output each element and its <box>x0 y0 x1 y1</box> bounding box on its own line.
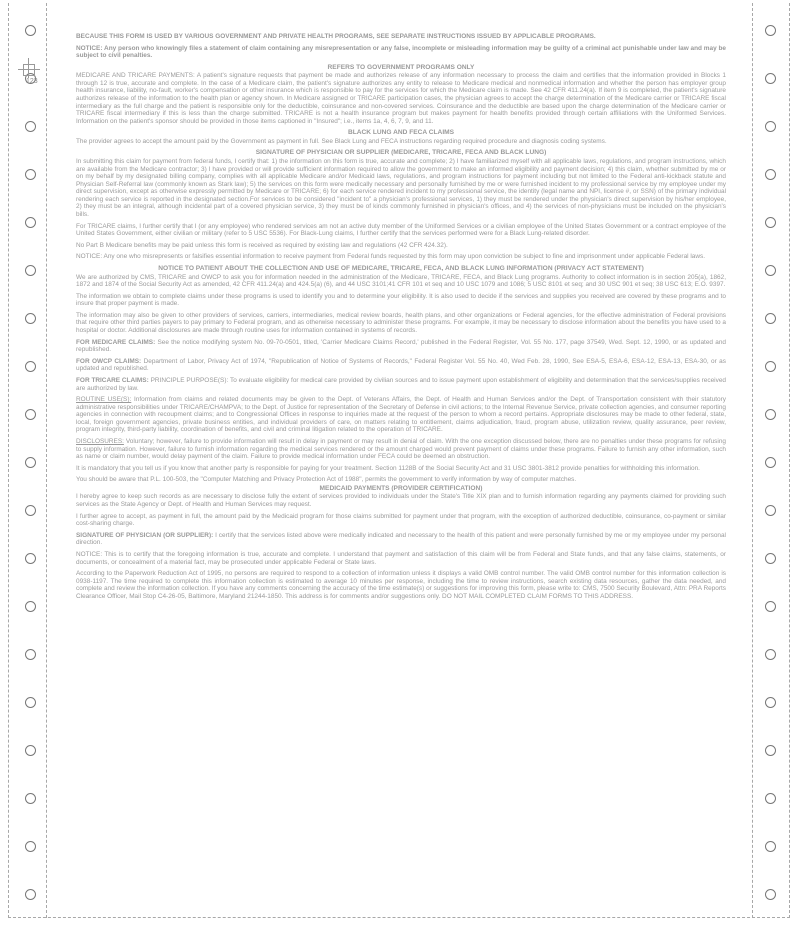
privacy-p2: The information we obtain to complete claims under these programs is used to identify you and to determine your eligibility. It is also used to decide if the services and supplies you received are covered by these programs and to insure that proper payment is made. <box>76 292 726 308</box>
routine-uses-label: ROUTINE USE(S): <box>76 396 132 404</box>
programs-notice: BECAUSE THIS FORM IS USED BY VARIOUS GOVERNMENT AND PRIVATE HEALTH PROGRAMS, SEE SEPARATE INSTRUCTIONS ISSUED BY APPLICABLE PROGRAMS. <box>76 33 596 40</box>
medicare-claims-paragraph <box>76 339 726 354</box>
tractor-holes-left <box>22 0 42 926</box>
computer-matching: You should be aware that P.L. 100-503, the "Computer Matching and Privacy Protection Act of 1988", permits the government to verify information by way of computer matches. <box>76 476 577 484</box>
tractor-hole <box>765 649 776 660</box>
medicaid-signature-label: SIGNATURE OF PHYSICIAN (OR SUPPLIER): <box>76 531 214 539</box>
form-back-text <box>76 33 726 605</box>
tractor-hole <box>25 697 36 708</box>
tractor-hole <box>25 25 36 36</box>
privacy-heading: NOTICE TO PATIENT ABOUT THE COLLECTION AND USE OF MEDICARE, TRICARE, FECA, AND BLACK LUNG INFORMATION (PRIVACY ACT STATEMENT) <box>158 264 644 272</box>
tractor-hole <box>25 889 36 900</box>
medicaid-p2: I further agree to accept, as payment in full, the amount paid by the Medicaid program for those claims submitted for payment under that program, with the exception of authorized deductible, coinsurance, co-payment or similar cost-sharing charge. <box>76 512 726 528</box>
registration-mark <box>18 52 40 86</box>
tractor-hole <box>765 361 776 372</box>
tractor-hole <box>765 841 776 852</box>
tractor-hole <box>25 745 36 756</box>
tractor-holes-right <box>762 0 782 926</box>
tractor-hole <box>25 457 36 468</box>
medicaid-signature-text: I certify that the services listed above were medically indicated and necessary to the health of this patient and were personally furnished by me or my employee under my personal direction. <box>76 531 726 547</box>
tractor-hole <box>25 649 36 660</box>
fraud-notice: NOTICE: Any person who knowingly files a statement of claim containing any misrepresentation or any false, incomplete or misleading information may be guilty of a criminal act punishable under law and may be subject to civil penalties. <box>76 44 726 60</box>
medicaid-heading: MEDICAID PAYMENTS (PROVIDER CERTIFICATION) <box>319 484 483 492</box>
medicaid-p1: I hereby agree to keep such records as are necessary to disclose fully the extent of services provided to individuals under the State's Title XIX plan and to furnish information regarding any payments claimed for providing such services as the State Agency or Dept. of Health and Human Services may request. <box>76 493 726 509</box>
tractor-hole <box>765 793 776 804</box>
tractor-hole <box>765 505 776 516</box>
tractor-hole <box>765 457 776 468</box>
tractor-hole <box>25 121 36 132</box>
signature-p4: NOTICE: Any one who misrepresents or falsifies essential information to receive payment from Federal funds requested by this form may upon conviction be subject to fine and imprisonment under applicable Federal laws. <box>76 253 706 261</box>
tractor-hole <box>765 121 776 132</box>
registration-number: 123 <box>26 78 38 85</box>
owcp-claims-paragraph <box>76 358 726 373</box>
tractor-hole <box>25 793 36 804</box>
signature-p2: For TRICARE claims, I further certify that I (or any employee) who rendered services am not an active duty member of the Uniformed Services or a civilian employee of the United States Government or a contract employee of the United States Government, either civilian or military (refer to 5 USC 5536). For Black-Lung claims, I further certify that the services performed were for a Black Lung-related disorder. <box>76 222 726 238</box>
tractor-hole <box>25 313 36 324</box>
tractor-hole <box>25 361 36 372</box>
mandatory-disclosure: It is mandatory that you tell us if you know that another party is responsible for paying for your treatment. Section 1128B of the Social Security Act and 31 USC 3801-3812 provide penalties for withholding this information. <box>76 464 700 472</box>
tractor-hole <box>765 409 776 420</box>
signature-p1: In submitting this claim for payment from federal funds, I certify that: 1) the information on this form is true, accurate and complete; 2) I have familiarized myself with all applicable laws, regulations, and program instructions, which are available from the Medicare contractor; 3) I have provided or will provide sufficient information required to allow the government to make an informed eligibility and payment decision; 4) this claim, whether submitted by me or on my behalf by my designated billing company, complies with all applicable Medicare and/or Medicaid laws, regulations, and program instructions for payment including but not limited to the Federal anti-kickback statute and Physician Self-Referral law (commonly known as Stark law); 5) the services on this form were medically necessary and personally furnished by me or were furnished incident to my professional service by my employee under my direct supervision, except as otherwise expressly permitted by Medicare or TRICARE; 6) for each service rendered incident to my professional service, the identity (legal name and NPI, license #, or SSN) of the primary individual rendering each service is reported in the designated section.For services to be considered "incident to" a physician's professional services, 1) they must be rendered under the physician's direct supervision by his/her employee, 2) they must be an integral, although incidental part of a covered physician service, 3) they must be of kinds commonly furnished in physician's offices, and 4) the services of non-physicians must be included on the physician's bills. <box>76 158 726 218</box>
tricare-claims-label: FOR TRICARE CLAIMS: <box>76 377 149 384</box>
signature-heading: SIGNATURE OF PHYSICIAN OR SUPPLIER (MEDICARE, TRICARE, FECA AND BLACK LUNG) <box>255 149 547 157</box>
tractor-hole <box>25 841 36 852</box>
routine-uses-paragraph <box>76 396 726 434</box>
tractor-hole <box>765 217 776 228</box>
tractor-hole <box>765 25 776 36</box>
paperwork-reduction: According to the Paperwork Reduction Act of 1995, no persons are required to respond to a collection of information unless it displays a valid OMB control number. The valid OMB control number for this information collection is 0938-1197. The time required to complete this information collection is estimated to average 10 minutes per response, including the time to review instructions, search existing data resources, gather the data needed, and complete and review the information collection. If you have any comments concerning the accuracy of the time estimate(s) or suggestions for improving this form, please write to: CMS, 7500 Security Boulevard, Attn: PRA Reports Clearance Officer, Mail Stop C4-26-05, Baltimore, Maryland 21244-1850. This address is for comments and/or suggestions only. DO NOT MAIL COMPLETED CLAIM FORMS TO THIS ADDRESS. <box>76 570 726 600</box>
disclosures-paragraph <box>76 438 726 461</box>
tractor-hole <box>25 409 36 420</box>
tractor-hole <box>25 601 36 612</box>
signature-p3: No Part B Medicare benefits may be paid unless this form is received as required by existing law and regulations (42 CFR 424.32). <box>76 241 448 249</box>
gov-programs-body: MEDICARE AND TRICARE PAYMENTS: A patient's signature requests that payment be made and authorizes release of any information necessary to process the claim and certifies that the information provided in Blocks 1 through 12 is true, accurate and complete. In the case of a Medicare claim, the patient's signature authorizes any entity to release to Medicare medical and nonmedical information and whether the person has employer group health insurance, liability, no-fault, worker's compensation or other insurance which is responsible to pay for the services for which the Medicare claim is made. See 42 CFR 411.24(a). If item 9 is completed, the patient's signature authorizes release of the information to the health plan or agency shown. In Medicare assigned or TRICARE participation cases, the physician agrees to accept the charge determination of the Medicare carrier or TRICARE fiscal intermediary as the full charge and the patient is responsible only for the deductible, coinsurance and non-covered services. Coinsurance and the deductible are based upon the charge determination of the Medicare carrier or TRICARE fiscal intermediary if this is less than the charge submitted. TRICARE is not a health insurance program but makes payment for health benefits provided through certain affiliations with the Uniformed Services. Information on the patient's sponsor should be provided in those items captioned in "Insured"; i.e., items 1a, 4, 6, 7, 9, and 11. <box>76 72 726 125</box>
tractor-hole <box>765 73 776 84</box>
tractor-hole <box>765 697 776 708</box>
tractor-hole <box>765 745 776 756</box>
tricare-claims-paragraph <box>76 377 726 392</box>
gov-programs-heading: REFERS TO GOVERNMENT PROGRAMS ONLY <box>327 63 475 71</box>
medicare-claims-label: FOR MEDICARE CLAIMS: <box>76 338 156 346</box>
perforation-left <box>46 3 47 918</box>
tricare-claims-text: PRINCIPLE PURPOSE(S): To evaluate eligibility for medical care provided by civilian sources and to issue payment upon establishment of eligibility and determination that the services/supplies received are authorized by law. <box>76 377 726 392</box>
tractor-hole <box>765 169 776 180</box>
tractor-hole <box>25 505 36 516</box>
perforation-right <box>752 3 753 918</box>
black-lung-heading: BLACK LUNG AND FECA CLAIMS <box>347 129 455 137</box>
routine-uses-text: Information from claims and related documents may be given to the Dept. of Veterans Affairs, the Dept. of Health and Human Services and/or the Dept. of Transportation consistent with their statutory administrative responsibilities under TRICARE/CHAMPVA; to the Dept. of Justice for representation of the Secretary of Defense in civil actions; to the Internal Revenue Service, private collection agencies, and consumer reporting agencies in connection with recoupment claims; and to Congressional Offices in response to inquiries made at the request of the person to whom a record pertains. Appropriate disclosures may be made to other federal, state, local, foreign government agencies, private business entities, and individual providers of care, on matters relating to entitlement, claims adjudication, fraud, program abuse, utilization review, quality assurance, peer review, program integrity, third-party liability, coordination of benefits, and civil and criminal litigation related to the operation of TRICARE. <box>76 396 726 434</box>
medicaid-notice: NOTICE: This is to certify that the foregoing information is true, accurate and complete. I understand that payment and satisfaction of this claim will be from Federal and State funds, and that any false claims, statements, or documents, or concealment of a material fact, may be prosecuted under applicable Federal or State laws. <box>76 551 726 566</box>
tractor-hole <box>25 217 36 228</box>
tractor-hole <box>765 553 776 564</box>
tractor-hole <box>25 265 36 276</box>
tractor-hole <box>765 601 776 612</box>
tractor-hole <box>765 889 776 900</box>
disclosures-label: DISCLOSURES: <box>76 438 124 446</box>
tractor-hole <box>25 553 36 564</box>
black-lung-body: The provider agrees to accept the amount paid by the Government as payment in full. See Black Lung and FECA instructions regarding required procedure and diagnosis coding systems. <box>76 137 607 145</box>
privacy-p1: We are authorized by CMS, TRICARE and OWCP to ask you for information needed in the administration of the Medicare, TRICARE, FECA, and Black Lung programs. Authority to collect information is in section 205(a), 1862, 1872 and 1874 of the Social Security Act as amended, 42 CFR 411.24(a) and 424.5(a) (6), and 44 USC 3101;41 CFR 101 et seq and 10 USC 1079 and 1086; 5 USC 8101 et seq; and 30 USC 901 et seq; 38 USC 613; E.O. 9397. <box>76 273 726 289</box>
tractor-hole <box>765 265 776 276</box>
tractor-hole <box>765 313 776 324</box>
privacy-p3: The information may also be given to other providers of services, carriers, intermediaries, medical review boards, health plans, and other organizations or Federal agencies, for the effective administration of Federal provisions that require other third parties payers to pay primary to Federal program, and as otherwise necessary to administer these programs. For example, it may be necessary to disclose information about the benefits you have used to a hospital or doctor. Additional disclosures are made through routine uses for information contained in systems of records. <box>76 311 726 334</box>
medicaid-signature-paragraph <box>76 532 726 547</box>
owcp-claims-text: Department of Labor, Privacy Act of 1974, "Republication of Notice of Systems of Records," Federal Register Vol. 55 No. 40, Wed Feb. 28, 1990, See ESA-5, ESA-6, ESA-12, ESA-13, ESA-30, or as updated and republished. <box>76 357 726 373</box>
tractor-hole <box>25 169 36 180</box>
medicare-claims-text: See the notice modifying system No. 09-70-0501, titled, 'Carrier Medicare Claims Record,' published in the Federal Register, Vol. 55 No. 177, page 37549, Wed. Sept. 12, 1990, or as updated and republished. <box>76 338 726 354</box>
disclosures-text: Voluntary; however, failure to provide information will result in delay in payment or may result in denial of claim. With the one exception discussed below, there are no penalties under these programs for refusing to supply information. However, failure to furnish information regarding the medical services rendered or the amount charged would prevent payment of claims under these programs. Failure to furnish any other information, such as name or claim number, would delay payment of the claim. Failure to provide medical information under FECA could be deemed an obstruction. <box>76 438 726 461</box>
owcp-claims-label: FOR OWCP CLAIMS: <box>76 357 142 365</box>
